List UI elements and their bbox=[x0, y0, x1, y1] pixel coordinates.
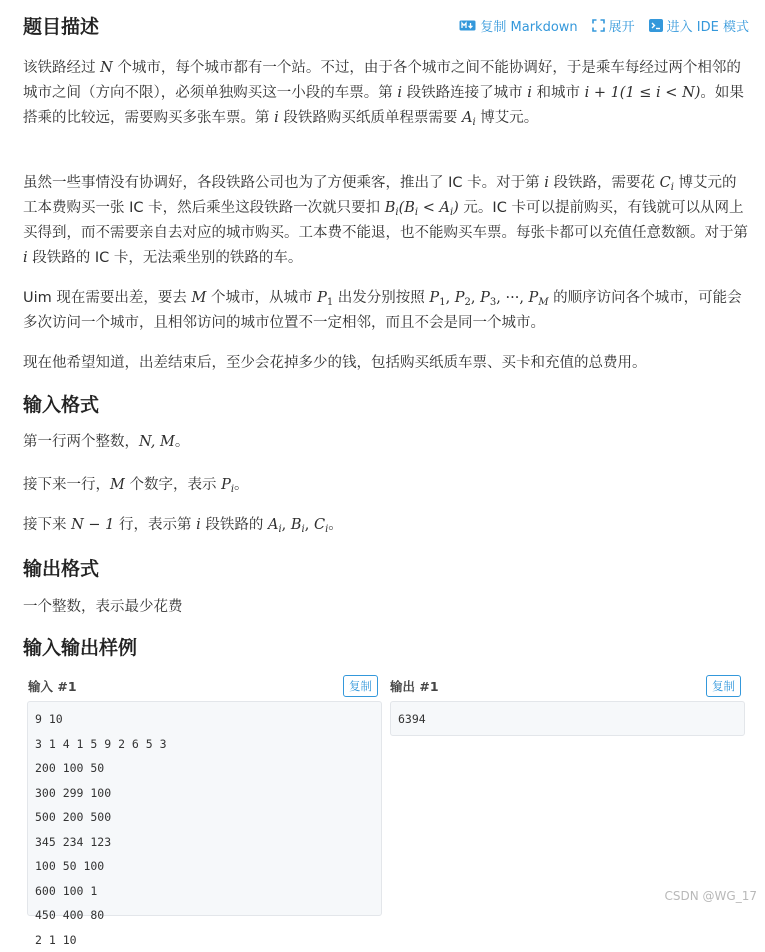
copy-markdown-button[interactable] bbox=[459, 16, 577, 35]
code-line: 2 1 10 bbox=[35, 928, 381, 952]
sample-input-label: 输入 #1 bbox=[28, 677, 77, 695]
samples-title: 输入输出样例 bbox=[23, 635, 137, 661]
enter-ide-button[interactable] bbox=[649, 16, 749, 35]
input-format-title: 输入格式 bbox=[23, 392, 99, 418]
sample-output-label: 输出 #1 bbox=[390, 677, 439, 695]
input-format-line-2: 接下来一行，M 个数字，表示 $P_i$。 bbox=[23, 473, 748, 498]
input-format-line-1: 第一行两个整数，N, M。 bbox=[23, 430, 748, 455]
code-line: 500 200 500 bbox=[35, 805, 381, 830]
sample-input-lines bbox=[35, 707, 381, 952]
description-paragraph-3: Uim 现在需要出差，要去 M 个城市，从城市 $P_1$ 出发分别按照 $P_1$, $P_2$, $P_3$, ···, $P_M$ 的顺序访问各个城市，可能会多次访问一个城市，且相邻访问的城市位置不一定相邻，而且不会是同一个城市。 bbox=[23, 286, 748, 336]
toolbar bbox=[459, 16, 749, 35]
expand-button[interactable] bbox=[592, 16, 635, 35]
input-format-line-3: 接下来 N − 1 行，表示第 i 段铁路的 $A_i$, $B_i$, $C_i$。 bbox=[23, 513, 748, 538]
output-format-text: 一个整数，表示最少花费 bbox=[23, 595, 748, 620]
copy-markdown-label: 复制 Markdown bbox=[480, 16, 577, 35]
output-format-title: 输出格式 bbox=[23, 556, 99, 582]
terminal-icon bbox=[649, 19, 663, 32]
copy-output-button[interactable]: 复制 bbox=[706, 675, 741, 697]
expand-icon bbox=[592, 19, 605, 32]
code-line: 100 50 100 bbox=[35, 854, 381, 879]
markdown-icon bbox=[459, 20, 476, 31]
expand-label: 展开 bbox=[609, 16, 635, 35]
description-paragraph-1: 该铁路经过 N 个城市，每个城市都有一个站。不过，由于各个城市之间不能协调好，于是乘车每经过两个相邻的城市之间（方向不限），必须单独购买这一小段的车票。第 i 段铁路连接了城市 i 和城市 i + 1(1 ≤ i < N)。如果搭乘的比较远，需要购买多张车票。第 i 段铁路购买纸质单程票需要 $A_i$ 博艾元。 bbox=[23, 56, 748, 131]
copy-input-button[interactable]: 复制 bbox=[343, 675, 378, 697]
sample-output-lines bbox=[398, 707, 744, 732]
sample-output-box bbox=[390, 701, 745, 736]
watermark: CSDN @WG_17 bbox=[665, 889, 757, 903]
code-line: 200 100 50 bbox=[35, 756, 381, 781]
code-line: 3 1 4 1 5 9 2 6 5 3 bbox=[35, 732, 381, 757]
code-line: 9 10 bbox=[35, 707, 381, 732]
sample-input-box bbox=[27, 701, 382, 916]
code-line: 300 299 100 bbox=[35, 781, 381, 806]
code-line: 450 400 80 bbox=[35, 903, 381, 928]
enter-ide-label: 进入 IDE 模式 bbox=[667, 16, 749, 35]
description-paragraph-4: 现在他希望知道，出差结束后，至少会花掉多少的钱，包括购买纸质车票、买卡和充值的总费用。 bbox=[23, 351, 748, 376]
description-paragraph-2: 虽然一些事情没有协调好，各段铁路公司也为了方便乘客，推出了 IC 卡。对于第 i 段铁路，需要花 $C_i$ 博艾元的工本费购买一张 IC 卡，然后乘坐这段铁路一次就只要扣 $B_i(B_i < A_i)$ 元。IC 卡可以提前购买，有钱就可以从网上买得到，而不需要亲自去对应的城市购买。工本费不能退，也不能购买车票。每张卡都可以充值任意数额。对于第 i 段铁路的 IC 卡，无法乘坐别的铁路的车。 bbox=[23, 171, 748, 271]
code-line: 600 100 1 bbox=[35, 879, 381, 904]
code-line: 345 234 123 bbox=[35, 830, 381, 855]
description-title: 题目描述 bbox=[23, 14, 99, 40]
code-line: 6394 bbox=[398, 707, 744, 732]
